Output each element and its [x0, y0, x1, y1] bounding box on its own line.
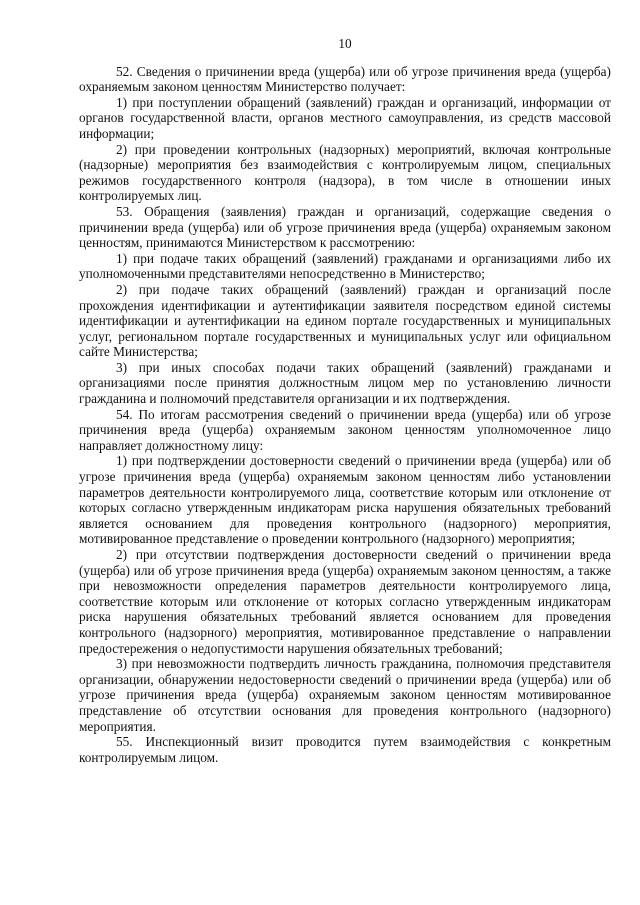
paragraph-53-item-2: 2) при подаче таких обращений (заявлений) граждан и организаций после прохождения идентификации и аутентификации заявителя посредством единой системы идентификации и аутентификации на едином портале государственных и муниципальных услуг, региональном портале государственных и муниципальных услуг или официальном сайте Министерства; [79, 281, 611, 360]
paragraph-52: 52. Сведения о причинении вреда (ущерба) или об угрозе причинения вреда (ущерба) охраняемым законом ценностям Министерство получает: [79, 63, 611, 95]
paragraph-54-item-3: 3) при невозможности подтвердить личность гражданина, полномочия представителя организации, обнаружении недостоверности сведений о причинении вреда (ущерба) или об угрозе причинения вреда (ущерба) охраняемым законом ценностям мотивированное представление об отсутствии основания для проведения контрольного (надзорного) мероприятия. [79, 656, 611, 734]
page-number: 10 [338, 36, 352, 51]
paragraph-52-item-2: 2) при проведении контрольных (надзорных) мероприятий, включая контрольные (надзорные) мероприятия без взаимодействия с контролируемым лицом, специальных режимов государственного контроля (надзора), в том числе в отношении иных контролируемых лиц. [79, 141, 611, 204]
paragraph-53-item-1: 1) при подаче таких обращений (заявлений) гражданами и организациями либо их уполномоченными представителями непосредственно в Министерство; [79, 250, 611, 282]
paragraph-53-item-3: 3) при иных способах подачи таких обращений (заявлений) гражданами и организациями после принятия должностным лицом мер по установлению личности гражданина и полномочий представителя организации и их подтверждения. [79, 359, 611, 407]
document-page [79, 36, 611, 765]
paragraph-52-item-1: 1) при поступлении обращений (заявлений) граждан и организаций, информации от органов государственной власти, органов местного самоуправления, из средств массовой информации; [79, 94, 611, 141]
paragraph-54-item-2: 2) при отсутствии подтверждения достоверности сведений о причинении вреда (ущерба) или об угрозе причинения вреда (ущерба) охраняемым законом ценностям, а также при невозможности определения параметров деятельности контролируемого лица, соответствие которым или отклонение от которых согласно утвержденным индикаторам риска нарушения обязательных требований является основанием для проведения контрольного (надзорного) мероприятия, мотивированное представление о направлении предостережения о недопустимости нарушения обязательных требований; [79, 547, 611, 656]
paragraph-53: 53. Обращения (заявления) граждан и организаций, содержащие сведения о причинении вреда (ущерба) или об угрозе причинения вреда (ущерба) охраняемым законом ценностям, принимаются Министерством к рассмотрению: [79, 203, 611, 251]
paragraph-55: 55. Инспекционный визит проводится путем взаимодействия с конкретным контролируемым лицом. [79, 734, 611, 765]
paragraph-54: 54. По итогам рассмотрения сведений о причинении вреда (ущерба) или об угрозе причинения вреда (ущерба) охраняемым законом ценностям уполномоченное лицо направляет должностному лицу: [79, 406, 611, 453]
paragraph-54-item-1: 1) при подтверждении достоверности сведений о причинении вреда (ущерба) или об угрозе причинения вреда (ущерба) охраняемым законом ценностям либо установлении параметров деятельности контролируемого лица, соответствие которым или отклонение от которых согласно утвержденным индикаторам риска нарушения обязательных требований является основанием для проведения контрольного (надзорного) мероприятия, мотивированное представление о проведении контрольного (надзорного) мероприятия; [79, 453, 611, 547]
